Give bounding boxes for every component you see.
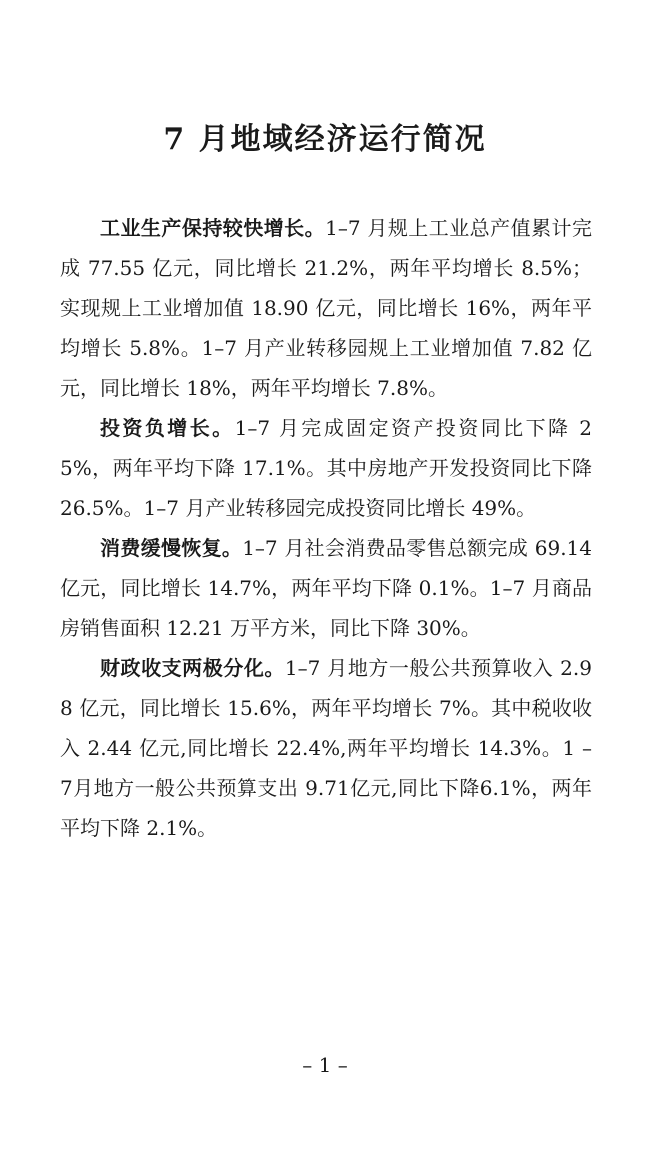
paragraph-text: 1–7 月地方一般公共预算收入 2.98 亿元，同比增长 15.6%，两年平均增长 7%。其中税收收入 2.44 亿元,同比增长 22.4%,两年平均增长 14.3%。1 – 7月地方一般公共预算支出 9.71亿元,同比下降6.1%，两年平均下降 2.1%。 xyxy=(60,656,592,840)
paragraph-lead: 消费缓慢恢复。 xyxy=(100,536,243,560)
document-body xyxy=(60,208,592,848)
paragraph-lead: 工业生产保持较快增长。 xyxy=(100,216,326,240)
paragraph-text: 1–7 月完成固定资产投资同比下降 25%，两年平均下降 17.1%。其中房地产开发投资同比下降 26.5%。1–7 月产业转移园完成投资同比增长 49%。 xyxy=(60,416,593,520)
paragraph-industry xyxy=(60,208,592,408)
paragraph-text: 1–7 月规上工业总产值累计完成 77.55 亿元，同比增长 21.2%，两年平均增长 8.5%；实现规上工业增加值 18.90 亿元，同比增长 16%，两年平均增长 5.8%。1–7 月产业转移园规上工业增加值 7.82 亿元，同比增长 18%，两年平均增长 7.8%。 xyxy=(60,216,592,400)
paragraph-lead: 财政收支两极分化。 xyxy=(100,656,285,680)
page-number: – 1 – xyxy=(302,1053,348,1077)
paragraph-consumption xyxy=(60,528,592,648)
paragraph-investment xyxy=(60,408,592,528)
paragraph-finance xyxy=(60,648,592,848)
paragraph-lead: 投资负增长。 xyxy=(100,416,235,440)
page-title: 7 月地域经济运行简况 xyxy=(163,122,487,157)
paragraph-text: 1–7 月社会消费品零售总额完成 69.14 亿元，同比增长 14.7%，两年平均下降 0.1%。1–7 月商品房销售面积 12.21 万平方米，同比下降 30%。 xyxy=(60,536,593,640)
